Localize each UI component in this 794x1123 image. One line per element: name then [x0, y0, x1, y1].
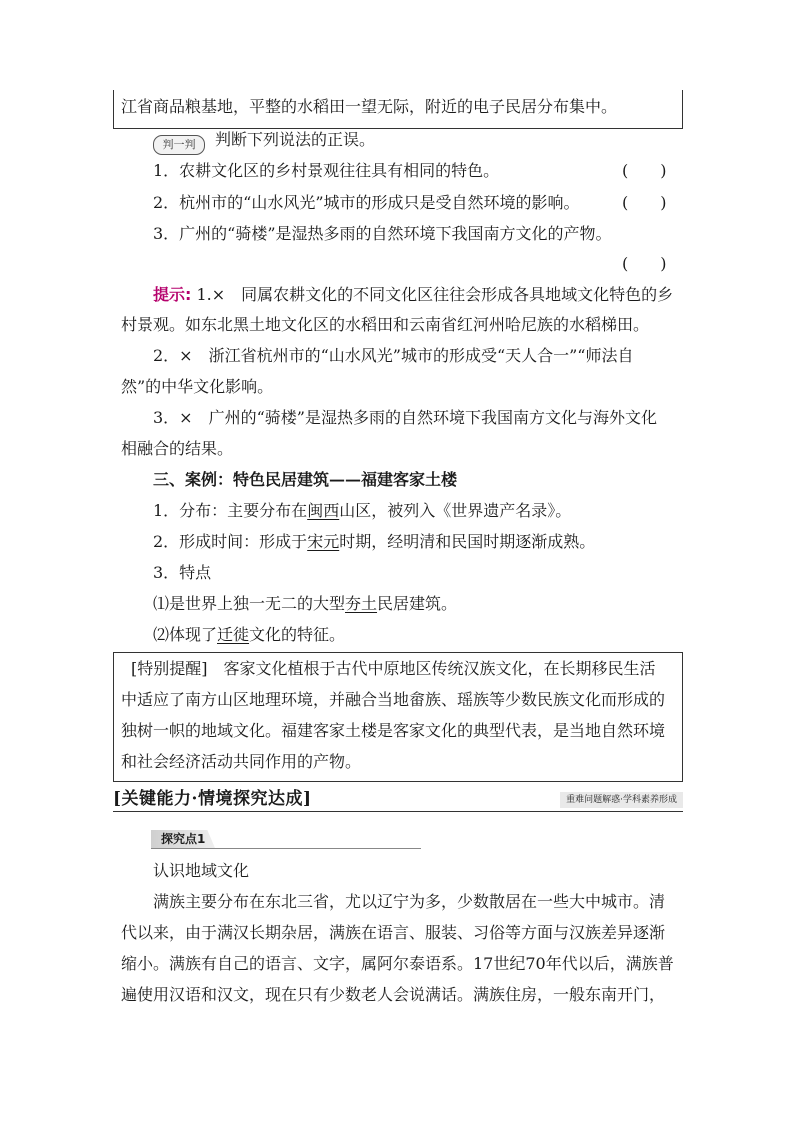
previous-case-text: 江省商品粮基地，平整的水稻田一望无际，附近的电子民居分布集中。 [121, 97, 618, 116]
feature-1-key: 夯土 [345, 594, 378, 613]
hint-text-1: 1.× 同属农耕文化的不同文化区往往会形成各具地域文化特色的乡 [196, 285, 674, 304]
distribution-key: 闽西 [307, 501, 340, 520]
key-ability-bar [113, 787, 683, 812]
answer-blank-2[interactable]: ( ) [622, 193, 667, 212]
hint-line-6: 相融合的结果。 [121, 439, 234, 458]
explore-heading: 认识地域文化 [153, 861, 250, 880]
reminder-line-4: 和社会经济活动共同作用的产物。 [121, 752, 362, 771]
key-ability-subtitle: 重难问题解惑·学科素养形成 [560, 792, 683, 808]
reminder-line-1: [特别提醒] 客家文化植根于古代中原地区传统汉族文化，在长期移民生活 [131, 659, 656, 678]
time-key: 宋元 [307, 532, 340, 551]
explore-line-4: 遍使用汉语和汉文，现在只有少数老人会说满话。满族住房，一般东南开门， [121, 985, 666, 1004]
feature-1 [153, 593, 457, 615]
judge-badge: 判一判 [153, 135, 205, 155]
hint-line-5: 3．× 广州的“骑楼”是湿热多雨的自然环境下我国南方文化与海外文化 [153, 408, 657, 427]
judge-header [153, 129, 375, 155]
feature-2 [153, 624, 345, 646]
reminder-line-3: 独树一帜的地域文化。福建客家土楼是客家文化的典型代表，是当地自然环境 [121, 721, 666, 740]
hint-line-1 [153, 284, 673, 306]
explore-tag-label: 探究点1 [161, 832, 206, 846]
reminder-line-2: 中适应了南方山区地理环境，并融合当地畲族、瑶族等少数民族文化而形成的 [121, 690, 666, 709]
answer-blank-1[interactable]: ( ) [622, 161, 667, 180]
hint-line-2: 村景观。如东北黑土地文化区的水稻田和云南省红河州哈尼族的水稻梯田。 [121, 315, 650, 334]
distribution-line [153, 500, 571, 522]
feature-1-pre: ⑴是世界上独一无二的大型 [153, 594, 346, 613]
time-pre: 2．形成时间：形成于 [153, 532, 308, 551]
feature-heading: 3．特点 [153, 563, 212, 582]
hint-label: 提示: [153, 285, 192, 304]
explore-line-2: 代以来，由于满汉长期杂居，满族在语言、服装、习俗等方面与汉族差异逐渐 [121, 923, 666, 942]
explore-point-tag [151, 830, 421, 849]
distribution-pre: 1．分布：主要分布在 [153, 501, 308, 520]
time-line [153, 531, 595, 553]
key-ability-title: [关键能力·情境探究达成] [113, 789, 312, 809]
judge-item-1: 1．农耕文化区的乡村景观往往具有相同的特色。 [153, 161, 500, 180]
answer-blank-3[interactable]: ( ) [622, 254, 667, 273]
section-title: 三、案例：特色民居建筑——福建客家土楼 [153, 470, 458, 489]
feature-1-post: 民居建筑。 [377, 594, 458, 613]
judge-instruction: 判断下列说法的正误。 [215, 130, 376, 149]
time-post: 时期，经明清和民国时期逐渐成熟。 [339, 532, 596, 551]
feature-2-post: 文化的特征。 [249, 625, 346, 644]
explore-line-1: 满族主要分布在东北三省，尤以辽宁为多，少数散居在一些大中城市。清 [153, 892, 666, 911]
distribution-post: 山区，被列入《世界遗产名录》。 [339, 501, 572, 520]
judge-item-3: 3．广州的“骑楼”是湿热多雨的自然环境下我国南方文化的产物。 [153, 224, 612, 243]
explore-line-3: 缩小。满族有自己的语言、文字，属阿尔泰语系。17世纪70年代以后，满族普 [121, 954, 674, 973]
hint-line-4: 然”的中华文化影响。 [121, 377, 274, 396]
judge-item-2: 2．杭州市的“山水风光”城市的形成只是受自然环境的影响。 [153, 193, 580, 212]
feature-2-key: 迁徙 [217, 625, 250, 644]
hint-line-3: 2．× 浙江省杭州市的“山水风光”城市的形成受“天人合一”“师法自 [153, 346, 634, 365]
feature-2-pre: ⑵体现了 [153, 625, 218, 644]
